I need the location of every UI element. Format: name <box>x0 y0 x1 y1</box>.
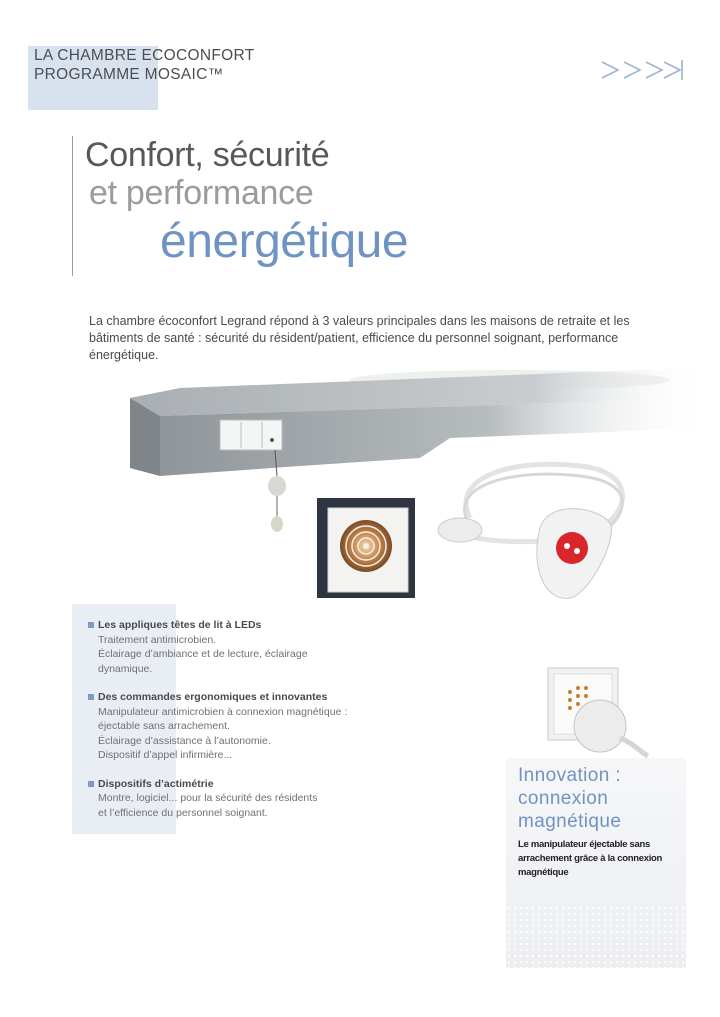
feature-heading <box>88 777 418 792</box>
innovation-desc-line-3: magnétique <box>518 867 569 878</box>
intro-paragraph: La chambre écoconfort Legrand répond à 3 valeurs principales dans les maisons de retraite et les bâtiments de santé : sécurité du résident/patient, efficience du personnel soignant, performance énergétique. <box>89 314 630 362</box>
header-title <box>34 46 254 84</box>
header-line-2: PROGRAMME MOSAIC™ <box>34 66 224 83</box>
feature-item <box>88 777 418 821</box>
innovation-title <box>518 764 621 833</box>
feature-line: Éclairage d’ambiance et de lecture, éclairage <box>98 648 308 660</box>
header-line-1: LA CHAMBRE ECOCONFORT <box>34 47 255 64</box>
title-line-2: et performance <box>89 174 314 212</box>
double-chevron-end-icon[interactable] <box>600 56 686 84</box>
feature-heading <box>88 690 418 705</box>
feature-heading-text: Dispositifs d’actimétrie <box>98 777 214 790</box>
innovation-title-line-2: connexion <box>518 788 609 809</box>
feature-line: Traitement antimicrobien. <box>98 633 217 646</box>
feature-line: Manipulateur antimicrobien à connexion magnétique : <box>98 705 348 718</box>
feature-line: Éclairage d’assistance à l’autonomie. <box>98 734 271 747</box>
feature-item <box>88 618 418 676</box>
feature-heading-text: Les appliques têtes de lit à LEDs <box>98 619 262 631</box>
feature-heading-text: Des commandes ergonomiques et innovantes <box>98 691 328 703</box>
innovation-description <box>518 838 678 880</box>
innovation-dot-pattern <box>506 905 686 968</box>
feature-line: Montre, logiciel... pour la sécurité des résidents <box>98 792 318 804</box>
innovation-desc-line-2: arrachement grâce à la connexion <box>518 853 663 864</box>
feature-line: Dispositif d’appel infirmière... <box>98 749 233 761</box>
feature-heading <box>88 618 418 633</box>
square-bullet-icon <box>88 694 94 700</box>
features-list <box>88 618 418 834</box>
feature-item <box>88 690 418 763</box>
title-line-3: énergétique <box>160 215 409 268</box>
product-illustration <box>120 358 710 618</box>
title-line-1: Confort, sécurité <box>85 136 330 174</box>
innovation-title-line-1: Innovation : <box>518 765 622 786</box>
magnetic-connector-photo <box>540 660 650 760</box>
square-bullet-icon <box>88 781 94 787</box>
title-divider <box>72 136 73 276</box>
feature-line: dynamique. <box>98 662 153 675</box>
feature-line: éjectable sans arrachement. <box>98 720 230 732</box>
feature-line: et l’efficience du personnel soignant. <box>98 806 268 819</box>
innovation-desc-line-1: Le manipulateur éjectable sans <box>518 839 650 850</box>
innovation-title-line-3: magnétique <box>518 811 622 832</box>
square-bullet-icon <box>88 622 94 628</box>
